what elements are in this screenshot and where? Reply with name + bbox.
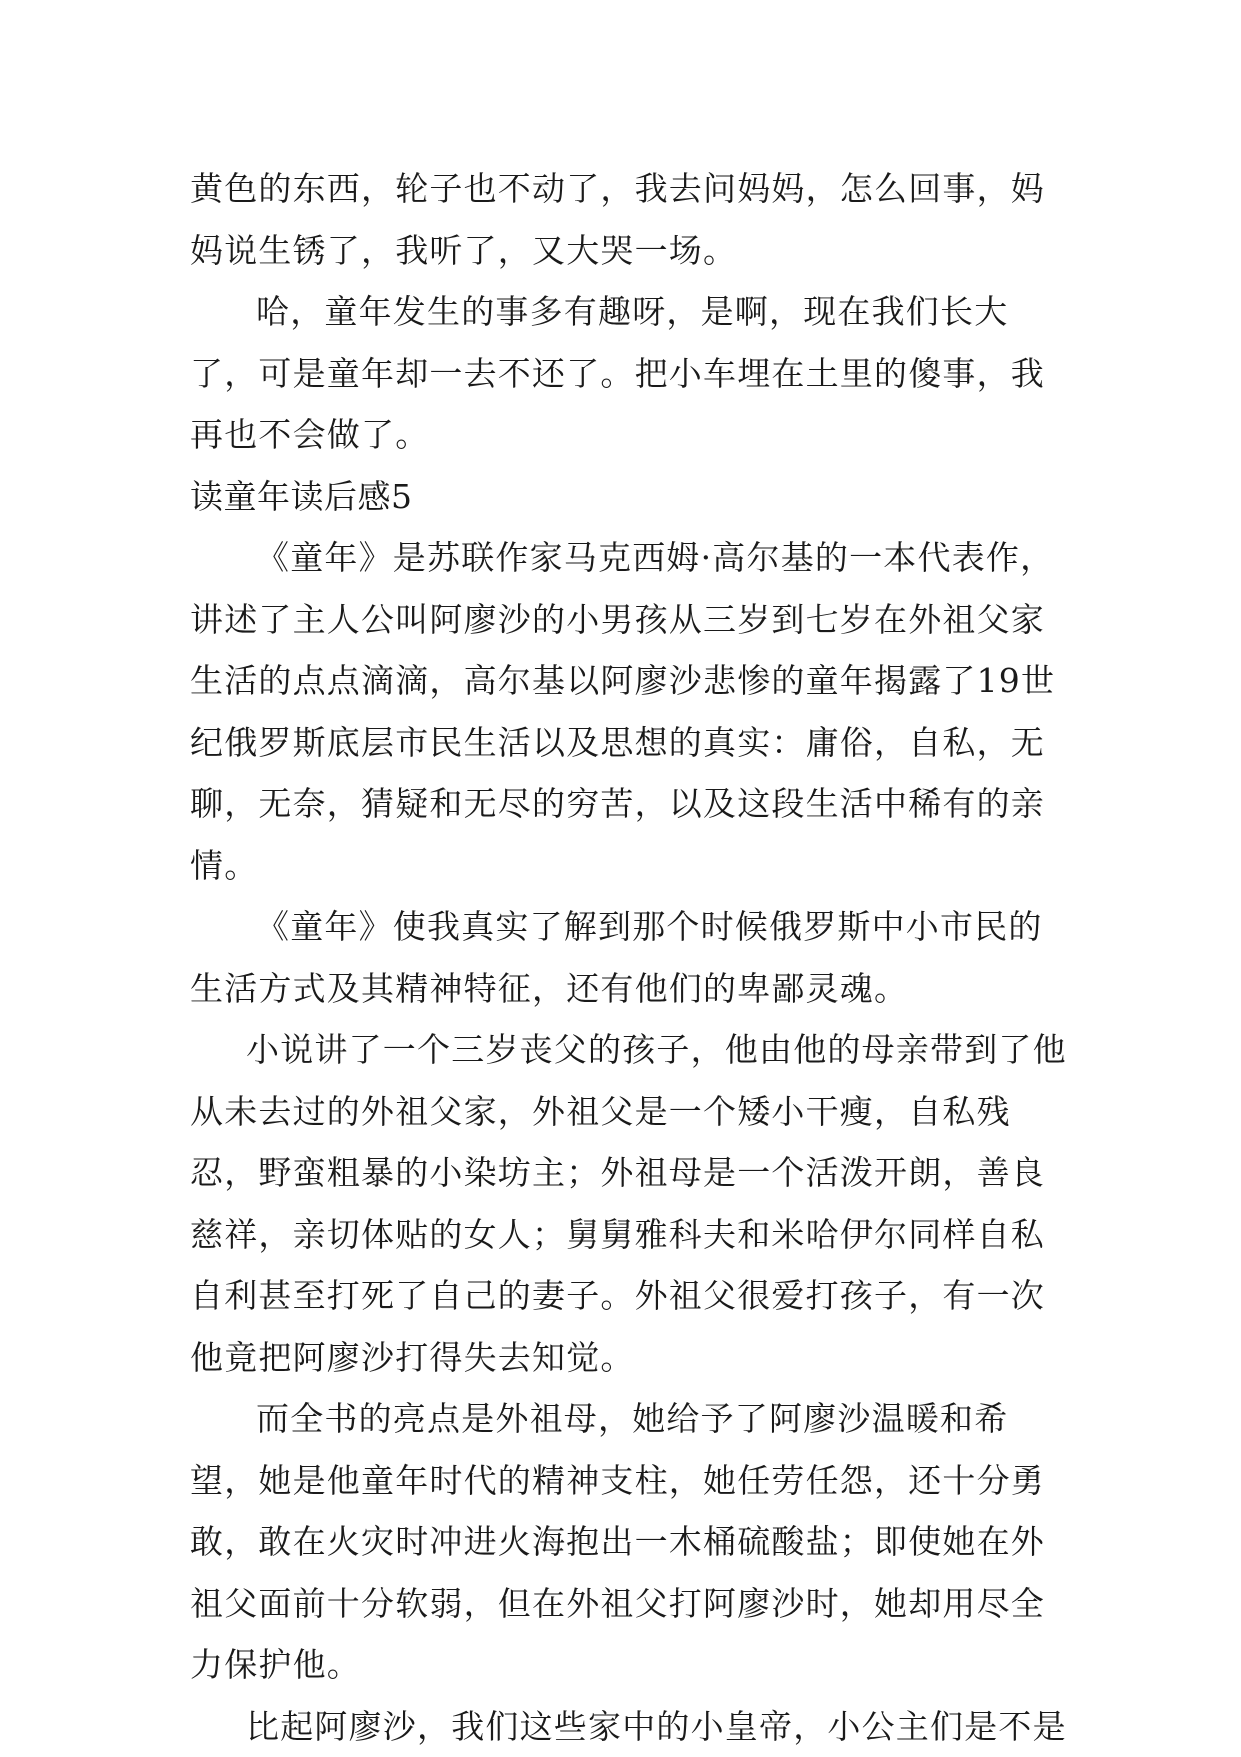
paragraph: 比起阿廖沙，我们这些家中的小皇帝，小公主们是不是 [190, 1696, 1070, 1757]
paragraph: 小说讲了一个三岁丧父的孩子，他由他的母亲带到了他从未去过的外祖父家，外祖父是一个矮小干瘦，自私残忍，野蛮粗暴的小染坊主；外祖母是一个活泼开朗，善良慈祥，亲切体贴的女人；舅舅雅科夫和米哈伊尔同样自私自利甚至打死了自己的妻子。外祖父很爱打孩子，有一次他竟把阿廖沙打得失去知觉。 [190, 1019, 1070, 1388]
document-body [190, 158, 1070, 1757]
section-heading: 读童年读后感5 [190, 466, 1070, 528]
paragraph: 《童年》是苏联作家马克西姆·高尔基的一本代表作，讲述了主人公叫阿廖沙的小男孩从三岁到七岁在外祖父家生活的点点滴滴，高尔基以阿廖沙悲惨的童年揭露了19世纪俄罗斯底层市民生活以及思想的真实：庸俗，自私，无聊，无奈，猜疑和无尽的穷苦，以及这段生活中稀有的亲情。 [190, 527, 1070, 896]
paragraph: 《童年》使我真实了解到那个时候俄罗斯中小市民的生活方式及其精神特征，还有他们的卑鄙灵魂。 [190, 896, 1070, 1019]
paragraph: 哈，童年发生的事多有趣呀，是啊，现在我们长大了，可是童年却一去不还了。把小车埋在土里的傻事，我再也不会做了。 [190, 281, 1070, 466]
paragraph: 黄色的东西，轮子也不动了，我去问妈妈，怎么回事，妈妈说生锈了，我听了，又大哭一场。 [190, 158, 1070, 281]
paragraph: 而全书的亮点是外祖母，她给予了阿廖沙温暖和希望，她是他童年时代的精神支柱，她任劳任怨，还十分勇敢，敢在火灾时冲进火海抱出一木桶硫酸盐；即使她在外祖父面前十分软弱，但在外祖父打阿廖沙时，她却用尽全力保护他。 [190, 1388, 1070, 1696]
